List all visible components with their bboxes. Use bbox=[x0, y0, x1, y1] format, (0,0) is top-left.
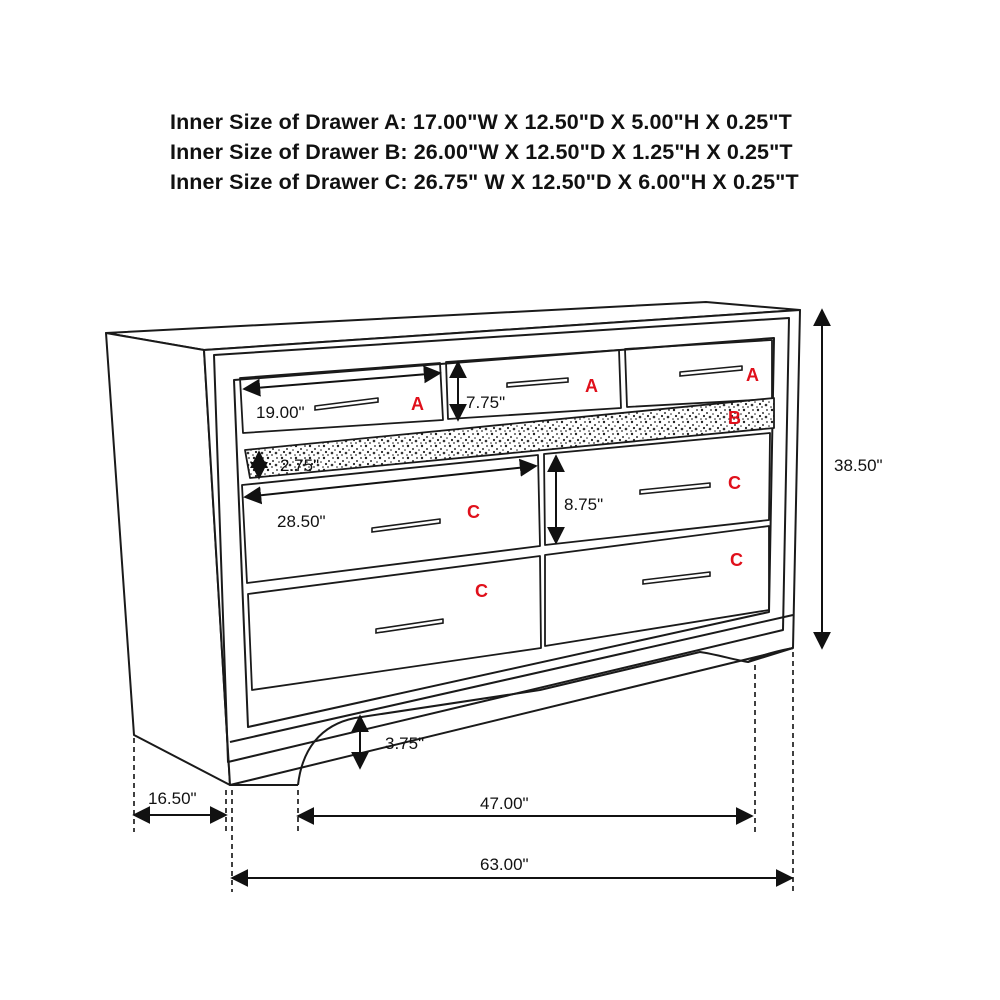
label-drawer-c-bottom-left: C bbox=[475, 581, 488, 601]
spec-drawer-b: Inner Size of Drawer B: 26.00"W X 12.50"D X 1.25"H X 0.25"T bbox=[170, 140, 793, 164]
label-drawer-a-left: A bbox=[411, 394, 424, 414]
label-drawer-a-middle: A bbox=[585, 376, 598, 396]
dim-drawer-a-height: 7.75" bbox=[466, 393, 506, 412]
spec-drawer-a: Inner Size of Drawer A: 17.00"W X 12.50"D X 5.00"H X 0.25"T bbox=[170, 110, 792, 134]
dim-overall-width: 63.00" bbox=[480, 855, 529, 874]
label-drawer-c-bottom-right: C bbox=[730, 550, 743, 570]
dim-drawer-c-width: 28.50" bbox=[277, 512, 326, 531]
dim-leg-span: 47.00" bbox=[480, 794, 529, 813]
dim-depth: 16.50" bbox=[148, 789, 197, 808]
dim-base-height: 3.75" bbox=[385, 734, 425, 753]
label-drawer-c-mid-right: C bbox=[728, 473, 741, 493]
label-drawer-b: B bbox=[728, 408, 741, 428]
label-drawer-a-right: A bbox=[746, 365, 759, 385]
dim-overall-height: 38.50" bbox=[834, 456, 883, 475]
spec-drawer-c: Inner Size of Drawer C: 26.75" W X 12.50"D X 6.00"H X 0.25"T bbox=[170, 170, 799, 194]
label-drawer-c-mid-left: C bbox=[467, 502, 480, 522]
dim-drawer-a-width: 19.00" bbox=[256, 403, 305, 422]
dim-drawer-c-height: 8.75" bbox=[564, 495, 604, 514]
dim-drawer-b-height: 2.75" bbox=[280, 456, 320, 475]
